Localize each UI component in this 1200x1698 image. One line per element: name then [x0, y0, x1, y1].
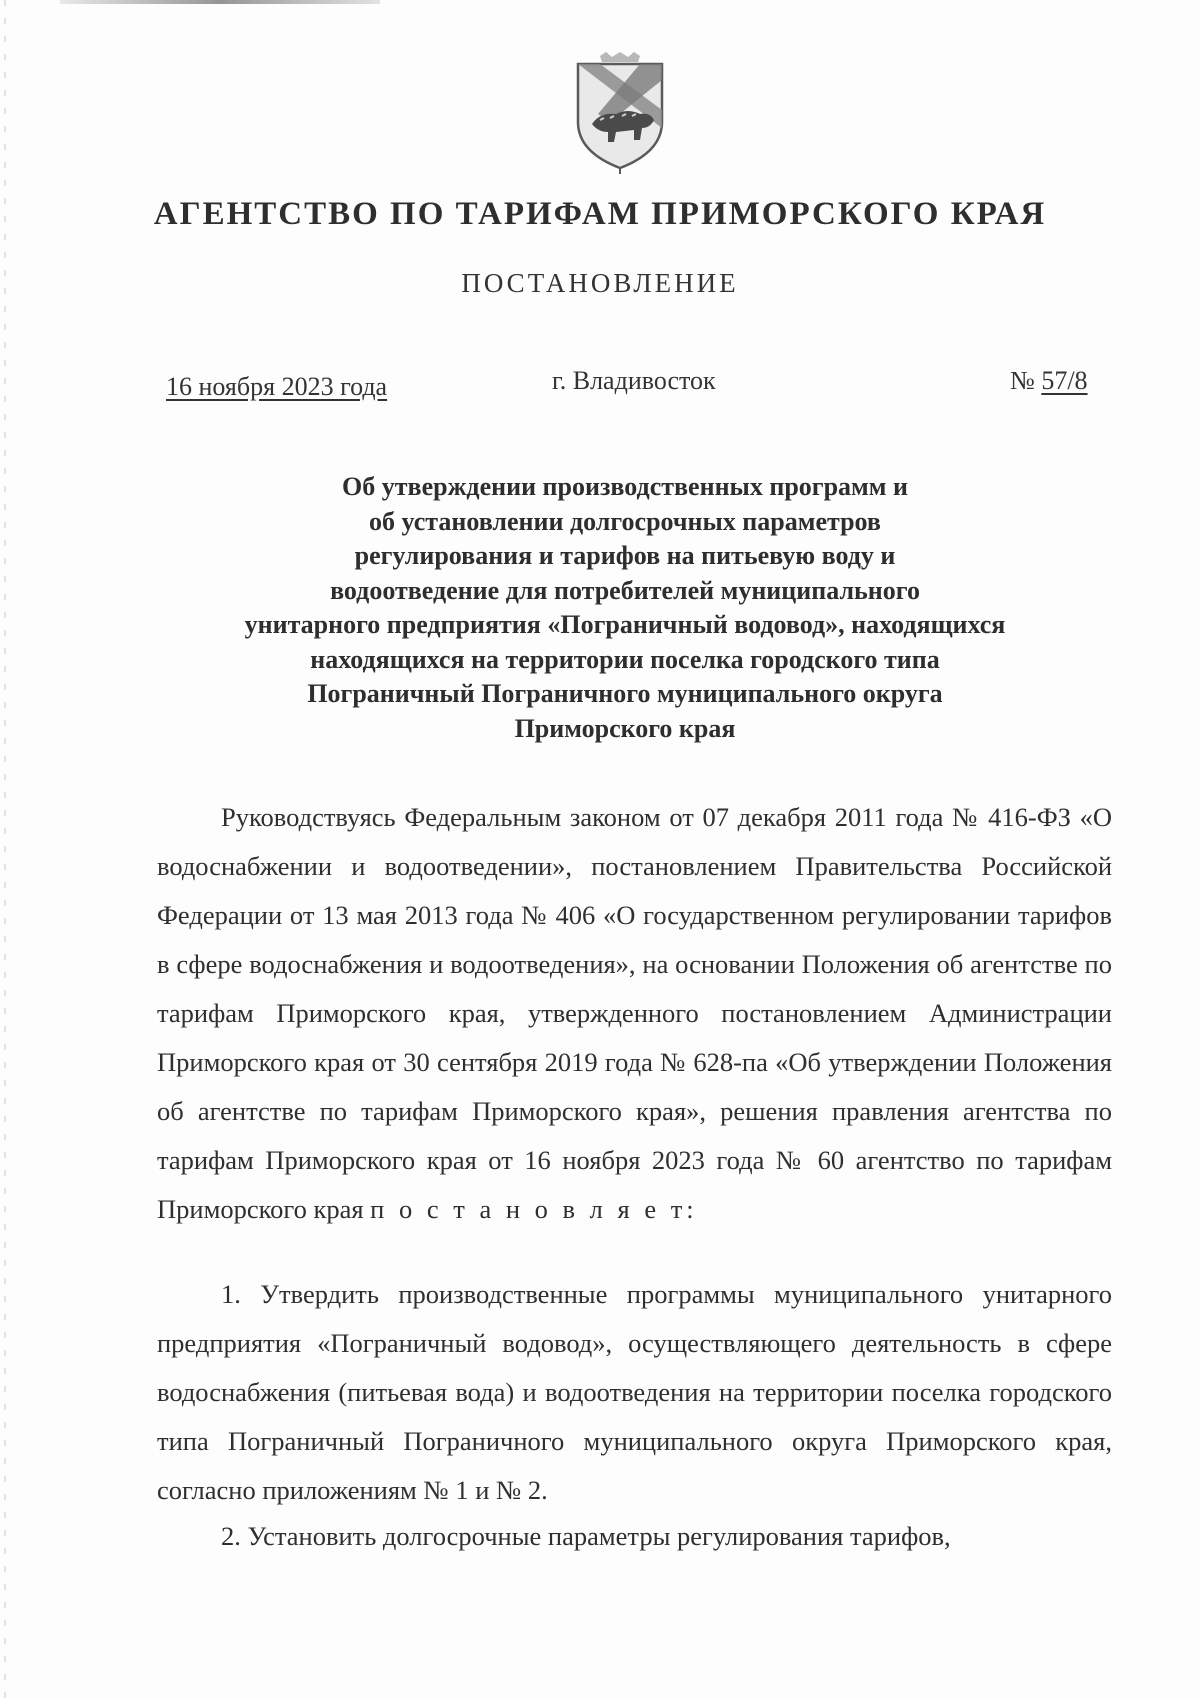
scan-artifact: [60, 0, 380, 4]
document-number: [1010, 366, 1088, 396]
document-date: 16 ноября 2023 года: [166, 372, 388, 401]
document-city: г. Владивосток: [552, 366, 716, 395]
title-line: находящихся на территории поселка городского типа: [310, 644, 940, 674]
coat-of-arms-icon: [570, 52, 670, 174]
document-type: ПОСТАНОВЛЕНИЕ: [461, 268, 739, 298]
preamble-paragraph: [157, 793, 1112, 1234]
item-1-paragraph: 1. Утвердить производственные программы муниципального унитарного предприятия «Пограничный водовод», осуществляющего деятельность в сфере водоснабжения (питьевая вода) и водоотведения на территории поселка городского типа Пограничный Пограничного муниципального округа Приморского края, согласно приложениям № 1 и № 2.: [157, 1279, 1112, 1505]
number-value: 57/8: [1041, 366, 1088, 395]
agency-name: АГЕНТСТВО ПО ТАРИФАМ ПРИМОРСКОГО КРАЯ: [153, 196, 1047, 232]
item-2-paragraph: 2. Установить долгосрочные параметры регулирования тарифов,: [221, 1521, 951, 1551]
title-line: водоотведение для потребителей муниципального: [330, 575, 920, 605]
number-sign: №: [1010, 366, 1035, 395]
title-line: Пограничный Пограничного муниципального округа: [307, 679, 943, 708]
preamble-text: Руководствуясь Федеральным законом от 07 декабря 2011 года № 416-ФЗ «О водоснабжении и водоотведении», постановлением Правительства Российской Федерации от 13 мая 2013 года № 406 «О государственном регулировании тарифов в сфере водоснабжения и водоотведения», на основании Положения об агентстве по тарифам Приморского края, утвержденного постановлением Администрации Приморского края от 30 сентября 2019 года № 628-па «Об утверждении Положения об агентстве по тарифам Приморского края», решения правления агентства по тарифам Приморского края от 16 ноября 2023 года № 60 агентство по тарифам Приморского края: [157, 802, 1112, 1224]
title-line: Приморского края: [514, 713, 736, 743]
title-line: об установлении долгосрочных параметров: [369, 506, 881, 536]
document-title: [160, 470, 1090, 746]
title-line: Об утверждении производственных программ и: [342, 472, 908, 501]
title-line: регулирования и тарифов на питьевую воду и: [354, 541, 896, 570]
decree-word: п о с т а н о в л я е т:: [370, 1194, 698, 1224]
scan-edge: [4, 0, 6, 1698]
title-line: унитарного предприятия «Пограничный водовод», находящихся: [244, 610, 1006, 639]
